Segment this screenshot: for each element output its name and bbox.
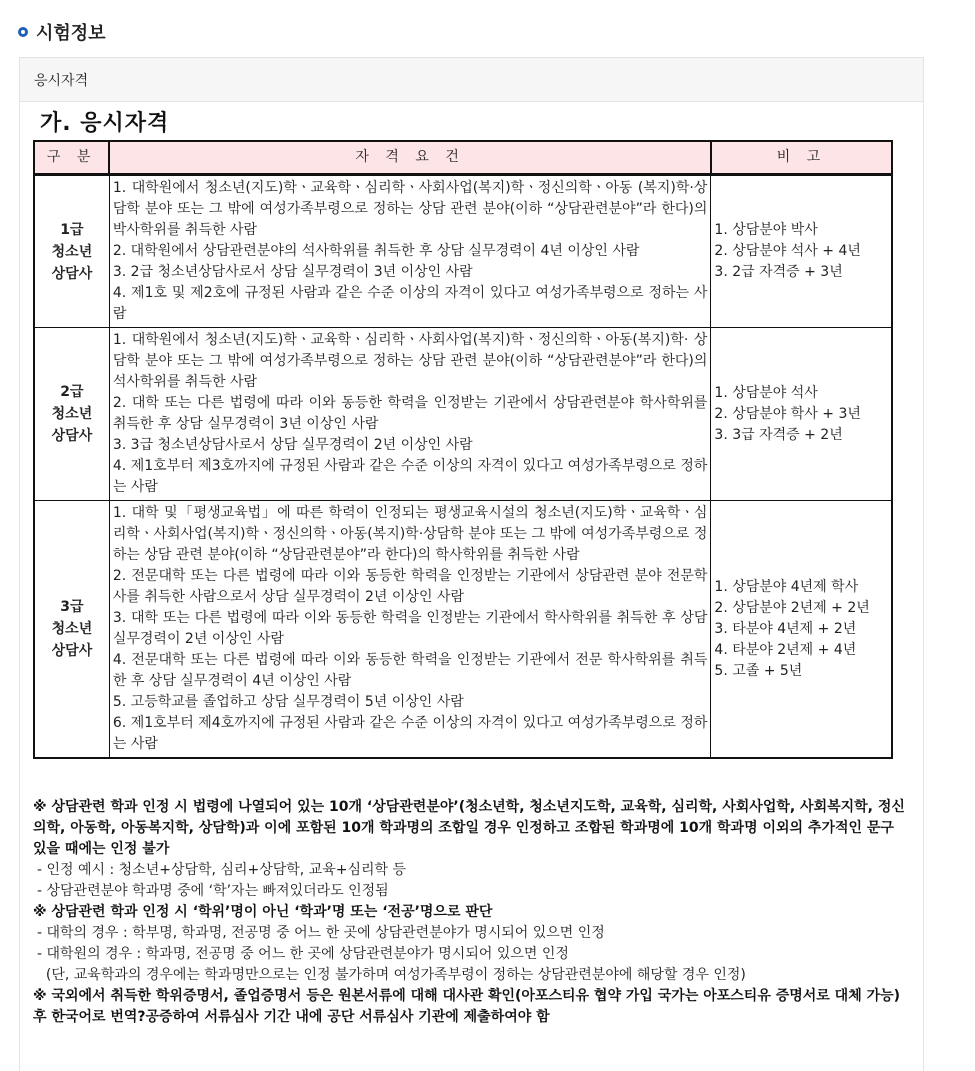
grade-label: 청소년 [51, 406, 93, 422]
grade-label: 2급 [60, 384, 84, 400]
notes-cell [711, 175, 892, 328]
requirement-item: 4. 제1호 및 제2호에 규정된 사람과 같은 수준 이상의 자격이 있다고 여성가족부령으로 정하는 사람 [112, 285, 708, 322]
section-title [18, 18, 106, 46]
grade-label: 상담사 [51, 643, 93, 659]
notes-cell [711, 328, 892, 501]
note-paragraph: - 대학원의 경우 : 학과명, 전공명 중 어느 한 곳에 상담관련분야가 명시되어 있으면 인정 [37, 946, 569, 962]
note-item: 2. 상담분야 학사 + 3년 [714, 405, 861, 422]
table-row [34, 501, 892, 759]
requirements-cell [109, 501, 711, 759]
note-paragraph: (단, 교육학과의 경우에는 학과명만으로는 인정 불가하며 여성가족부령이 정하는 상담관련분야에 해당할 경우 인정) [37, 967, 746, 983]
note-paragraph: - 상담관련분야 학과명 중에 ‘학’자는 빠져있더라도 인정됨 [37, 883, 389, 899]
requirement-item: 1. 대학 및「평생교육법」에 따른 학력이 인정되는 평생교육시설의 청소년(지도)학ㆍ교육학ㆍ심리학ㆍ사회사업(복지)학ㆍ정신의학ㆍ아동(복지)학·상담학 분야 또는 그 밖에 여성가족부령으로 정하는 상담 관련 분야(이하 “상담관련분야”라 한다)의 학사학위를 취득한 사람 [112, 505, 708, 563]
note-item: 2. 상담분야 2년제 + 2년 [714, 599, 870, 616]
requirement-item: 5. 고등학교를 졸업하고 상담 실무경력이 5년 이상인 사람 [112, 694, 464, 710]
requirement-item: 2. 전문대학 또는 다른 법령에 따라 이와 동등한 학력을 인정받는 기관에서 상담관련 분야 전문학사를 취득한 사람으로서 상담 실무경력이 2년 이상인 사람 [112, 568, 708, 605]
note-paragraph: - 인정 예시 : 청소년+상담학, 심리+상담학, 교육+심리학 등 [37, 862, 407, 878]
requirement-item: 3. 3급 청소년상담사로서 상담 실무경력이 2년 이상인 사람 [112, 437, 473, 453]
requirement-item: 2. 대학원에서 상담관련분야의 석사학위를 취득한 후 상담 실무경력이 4년 이상인 사람 [112, 243, 640, 259]
note-item: 1. 상담분야 4년제 학사 [714, 578, 859, 595]
bullet-circle-icon [18, 27, 28, 37]
subtitle: 가. 응시자격 [40, 111, 170, 136]
table-row [34, 328, 892, 501]
grade-label: 상담사 [51, 428, 93, 444]
grade-cell [34, 501, 109, 759]
qualification-table [33, 140, 893, 759]
grade-label: 청소년 [51, 243, 93, 260]
grade-label: 1급 [60, 221, 84, 238]
note-paragraph: ※ 국외에서 취득한 학위증명서, 졸업증명서 등은 원본서류에 대해 대사관 확인(아포스티유 협약 가입 국가는 아포스티유 증명서로 대체 가능) 후 한국어로 번역?공증하여 서류심사 기간 내에 공단 서류심사 기관에 제출하여야 함 [33, 988, 901, 1025]
note-paragraph: ※ 상담관련 학과 인정 시 ‘학위’명이 아닌 ‘학과’명 또는 ‘전공’명으로 판단 [33, 904, 493, 920]
requirement-item: 1. 대학원에서 청소년(지도)학ㆍ교육학ㆍ심리학ㆍ사회사업(복지)학ㆍ정신의학ㆍ아동 (복지)학·상담학 분야 또는 그 밖에 여성가족부령으로 정하는 상담 관련 분야(이하 “상담관련분야”라 한다)의 박사학위를 취득한 사람 [112, 180, 708, 238]
grade-cell [34, 175, 109, 328]
note-item: 3. 3급 자격증 + 2년 [714, 426, 843, 443]
requirement-item: 4. 전문대학 또는 다른 법령에 따라 이와 동등한 학력을 인정받는 기관에서 전문 학사학위를 취득한 후 상담 실무경력이 4년 이상인 사람 [112, 652, 708, 689]
note-item: 4. 타분야 2년제 + 4년 [714, 641, 857, 658]
notes-section [33, 797, 911, 1028]
note-item: 1. 상담분야 박사 [714, 222, 818, 238]
requirement-item: 1. 대학원에서 청소년(지도)학ㆍ교육학ㆍ심리학ㆍ사회사업(복지)학ㆍ정신의학ㆍ아동(복지)학· 상담학 분야 또는 그 밖에 여성가족부령으로 정하는 상담 관련 분야(이하 “상담관련분야”라 한다)의 석사학위를 취득한 사람 [112, 332, 708, 390]
header-grade: 구 분 [34, 141, 109, 175]
requirement-item: 3. 대학 또는 다른 법령에 따라 이와 동등한 학력을 인정받는 기관에서 학사학위를 취득한 후 상담 실무경력이 2년 이상인 사람 [112, 610, 708, 647]
requirement-item: 6. 제1호부터 제4호까지에 규정된 사람과 같은 수준 이상의 자격이 있다고 여성가족부령으로 정하는 사람 [112, 715, 708, 752]
grade-label: 3급 [60, 599, 84, 615]
requirement-item: 3. 2급 청소년상담사로서 상담 실무경력이 3년 이상인 사람 [112, 264, 473, 280]
panel-header: 응시자격 [20, 58, 923, 102]
note-item: 1. 상담분야 석사 [714, 384, 818, 401]
note-item: 3. 2급 자격증 + 3년 [714, 264, 843, 280]
table-row [34, 175, 892, 328]
note-paragraph: ※ 상담관련 학과 인정 시 법령에 나열되어 있는 10개 ‘상담관련분야’(청소년학, 청소년지도학, 교육학, 심리학, 사회사업학, 사회복지학, 정신의학, 아동학, 아동복지학, 상담학)과 이에 포함된 10개 학과명의 조합일 경우 인정하고 조합된 학과명에 10개 학과명 이외의 추가적인 문구 있을 때에는 인정 불가 [33, 799, 905, 857]
grade-label: 상담사 [51, 265, 93, 282]
requirements-cell [109, 175, 711, 328]
header-requirements: 자 격 요 건 [109, 141, 711, 175]
requirement-item: 4. 제1호부터 제3호까지에 규정된 사람과 같은 수준 이상의 자격이 있다고 여성가족부령으로 정하는 사람 [112, 458, 708, 495]
table-header-row [34, 141, 892, 175]
notes-cell [711, 501, 892, 759]
requirements-cell [109, 328, 711, 501]
section-title-text: 시험정보 [36, 23, 106, 44]
grade-label: 청소년 [51, 621, 93, 637]
header-notes: 비 고 [711, 141, 892, 175]
note-item: 3. 타분야 4년제 + 2년 [714, 620, 857, 637]
note-item: 5. 고졸 + 5년 [714, 662, 803, 679]
note-item: 2. 상담분야 석사 + 4년 [714, 243, 861, 259]
requirement-item: 2. 대학 또는 다른 법령에 따라 이와 동등한 학력을 인정받는 기관에서 상담관련분야 학사학위를 취득한 후 상담 실무경력이 3년 이상인 사람 [112, 395, 708, 432]
note-paragraph: - 대학의 경우 : 학부명, 학과명, 전공명 중 어느 한 곳에 상담관련분야가 명시되어 있으면 인정 [37, 925, 605, 941]
grade-cell [34, 328, 109, 501]
